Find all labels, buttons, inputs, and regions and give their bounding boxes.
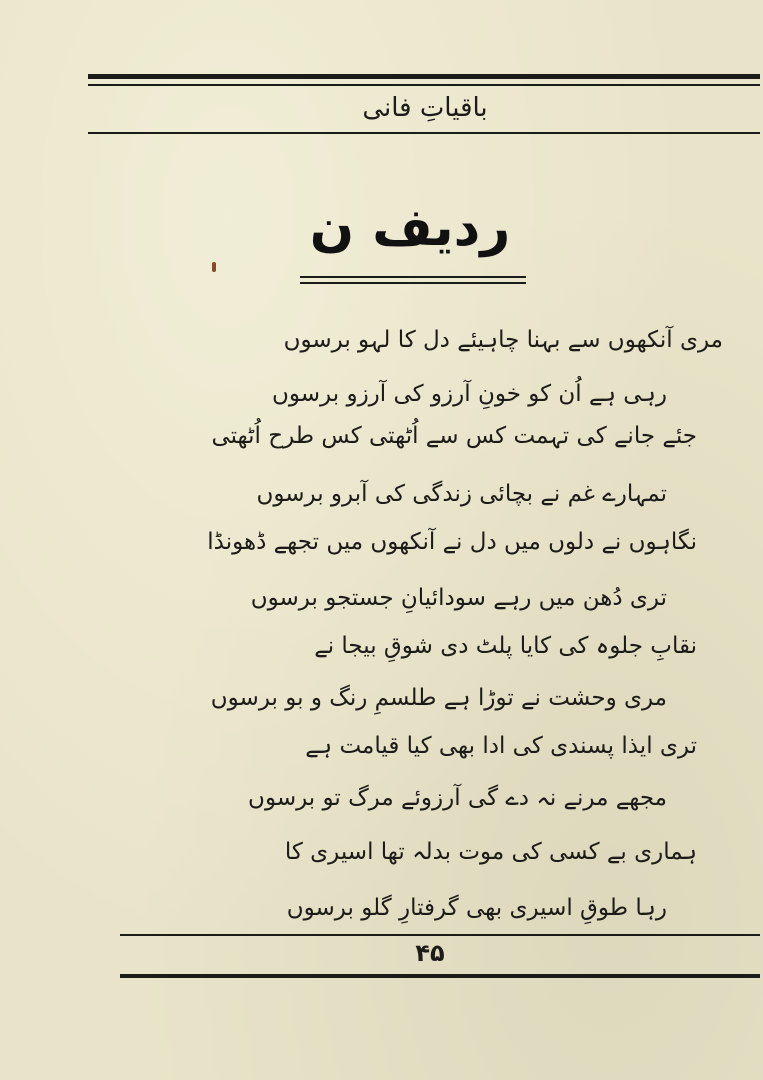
verse-line-12: رہا طوقِ اسیری بھی گرفتارِ گلو برسوں: [286, 895, 667, 921]
verse-line-5: نگاہوں نے دلوں میں دل نے آنکھوں میں تجھے ڈھونڈا: [207, 529, 697, 555]
section-rule-top: [300, 276, 526, 278]
footer-rule-bottom: [120, 974, 760, 978]
verse-line-3: جئے جانے کی تہمت کس سے اُٹھتی کس طرح اُٹھتی: [211, 423, 697, 449]
page-number: ۴۵: [415, 939, 445, 967]
header-underline-rule: [88, 132, 760, 134]
verse-line-10: مجھے مرنے نہ دے گی آرزوئے مرگ تو برسوں: [248, 785, 667, 811]
verse-line-1: مری آنکھوں سے بہنا چاہیئے دل کا لہو برسوں: [283, 327, 723, 353]
verse-line-8: مری وحشت نے توڑا ہے طلسمِ رنگ و بو برسوں: [210, 685, 667, 711]
section-title: ردیف ن: [309, 198, 511, 258]
verse-line-11: ہماری بے کسی کی موت بدلہ تھا اسیری کا: [284, 839, 697, 865]
verse-line-6: تری دُھن میں رہے سودائیانِ جستجو برسوں: [250, 585, 667, 611]
verse-line-2: رہی ہے اُن کو خونِ آرزو کی آرزو برسوں: [272, 381, 667, 407]
paper-speck: [212, 262, 216, 272]
verse-line-7: نقابِ جلوہ کی کایا پلٹ دی شوقِ بیجا نے: [314, 633, 697, 659]
verse-line-4: تمہارے غم نے بچائی زندگی کی آبرو برسوں: [256, 481, 667, 507]
section-rule-bottom: [300, 282, 526, 284]
top-rule-thin: [88, 84, 760, 86]
running-header-title: باقیاتِ فانی: [362, 93, 488, 123]
top-rule-thick: [88, 74, 760, 79]
verse-line-9: تری ایذا پسندی کی ادا بھی کیا قیامت ہے: [305, 733, 697, 759]
